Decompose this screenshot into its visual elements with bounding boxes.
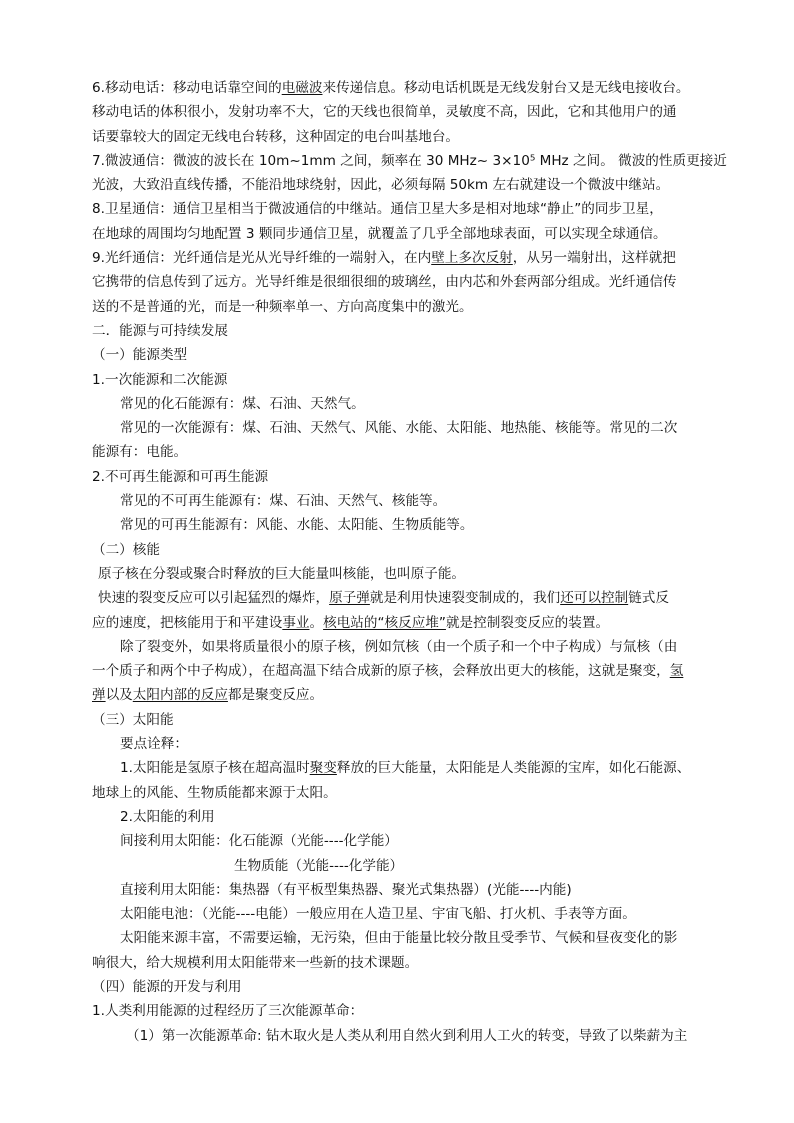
text-run: 应的速度，把核能用于和平建设: [92, 614, 283, 631]
underlined-text: 事业: [282, 614, 310, 631]
underlined-text: 核电站的“核反应堆”: [323, 614, 446, 631]
text-run: 移动电话的体积很小，发射功率不大，它的天线也很简单，灵敏度不高，因此，它和其他用户的通: [92, 104, 677, 121]
text-run: 直接利用太阳能：集热器（有平板型集热器、聚光式集热器）(光能----内能): [120, 881, 572, 898]
text-line: [92, 100, 717, 124]
text-line: [92, 1024, 717, 1048]
text-line: [92, 659, 717, 683]
text-line: [92, 683, 717, 707]
text-run: 除了裂变外，如果将质量很小的原子核，例如氘核（由一个质子和一个中子构成）与氚核（由: [120, 638, 678, 655]
text-line: [92, 854, 717, 878]
text-run: 在地球的周围均匀地配置 3 颗同步通信卫星，就覆盖了几乎全部地球表面，可以实现全球通信。: [92, 225, 667, 242]
text-run: 常见的不可再生能源有：煤、石油、天然气、核能等。: [120, 493, 447, 510]
text-run: （二）核能: [92, 541, 160, 558]
text-run: 常见的可再生能源有：风能、水能、太阳能、生物质能等。: [120, 517, 474, 534]
text-line: [92, 538, 717, 562]
text-line: [92, 173, 717, 197]
text-line: [92, 149, 727, 173]
text-run: 快速的裂变反应可以引起猛烈的爆炸，: [98, 590, 330, 607]
text-line: [92, 440, 717, 464]
text-run: 7.微波通信：微波的波长在 10m~1mm 之间，频率在 30 MHz~ 3×10⁵ MHz 之间。 微波的性质更接近: [92, 152, 727, 169]
underlined-text: 原子弹: [329, 590, 370, 607]
text-line: [92, 999, 717, 1023]
text-run: 来传递信息。移动电话机既是无线发射台又是无线电接收台。: [322, 80, 690, 96]
text-run: 原子核在分裂或聚合时释放的巨大能量叫核能，也叫原子能。: [98, 565, 466, 582]
text-line: [92, 975, 717, 999]
underlined-text: 壁上多次反射: [431, 250, 513, 267]
text-run: 1.太阳能是氢原子核在超高温时: [120, 760, 310, 777]
text-run: 太阳能来源丰富，不需要运输，无污染，但由于能量比较分散且受季节、气候和昼夜变化的影: [120, 930, 678, 947]
text-run: 送的不是普通的光，而是一种频率单一、方向高度集中的激光。: [92, 298, 473, 315]
text-run: 能源有：电能。: [92, 444, 188, 461]
text-line: [92, 902, 717, 926]
text-run: 都是聚变反应。: [227, 687, 324, 704]
text-run: 光波，大致沿直线传播，不能沿地球绕射，因此，必须每隔 50km 左右就建设一个微波中继站。: [92, 177, 670, 194]
text-line: [92, 708, 717, 732]
text-line: [92, 392, 717, 416]
text-line: [92, 781, 717, 805]
underlined-text: 弹: [92, 687, 106, 704]
text-run: 地球上的风能、生物质能都来源于太阳。: [92, 784, 337, 801]
text-run: （1）第一次能源革命: 钻木取火是人类从利用自然火到利用人工火的转变，导致了以柴薪为主: [126, 1027, 688, 1044]
text-run: 链式反: [628, 590, 669, 607]
text-line: [92, 489, 717, 513]
underlined-text: 氢: [669, 663, 684, 680]
text-line: [92, 295, 717, 319]
text-run: 话要靠较大的固定无线电台转移，这种固定的电台叫基地台。: [92, 128, 460, 145]
text-run: 2.不可再生能源和可再生能源: [92, 468, 269, 485]
text-run: （一）能源类型: [92, 347, 188, 364]
text-line: [92, 222, 717, 246]
text-run: 1.一次能源和二次能源: [92, 371, 228, 388]
text-line: [92, 562, 717, 586]
text-line: [92, 343, 717, 367]
text-run: 它携带的信息传到了远方。光导纤维是很细很细的玻璃丝，由内芯和外套两部分组成。光纤通信传: [92, 274, 677, 291]
text-run: 响很大，给大规模利用太阳能带来一些新的技术课题。: [92, 954, 419, 971]
text-run: （三）太阳能: [92, 711, 174, 728]
text-line: [92, 732, 717, 756]
text-line: [92, 926, 717, 950]
text-line: [92, 416, 717, 440]
text-line: [92, 270, 717, 294]
text-run: 间接利用太阳能：化石能源（光能----化学能）: [120, 833, 398, 850]
text-run: 。: [309, 614, 324, 631]
text-run: 就是利用快速裂变制成的，我们: [369, 590, 561, 607]
text-run: 常见的一次能源有：煤、石油、天然气、风能、水能、太阳能、地热能、核能等。常见的二次: [120, 420, 678, 437]
text-line: [92, 611, 717, 635]
text-run: 生物质能（光能----化学能）: [234, 857, 404, 874]
text-line: [92, 805, 717, 829]
text-run: 8.卫星通信：通信卫星相当于微波通信的中继站。通信卫星大多是相对地球“静止”的同步卫星，: [92, 201, 663, 218]
text-line: [92, 197, 717, 221]
underlined-text: 聚变: [309, 760, 337, 777]
text-line: [92, 513, 717, 537]
text-run: 1.人类利用能源的过程经历了三次能源革命：: [92, 1003, 364, 1020]
text-line: [92, 756, 717, 780]
underlined-text: 还可以控制: [560, 590, 629, 607]
text-line: [92, 586, 717, 610]
text-line: [92, 319, 717, 343]
text-run: 一个质子和两个中子构成），在超高温下结合成新的原子核，会释放出更大的核能，这就是聚变，: [92, 663, 670, 680]
underlined-text: 电磁波: [281, 80, 323, 96]
text-line: [92, 951, 717, 975]
text-run: 以及: [105, 687, 133, 704]
text-line: [92, 878, 717, 902]
text-line: [92, 368, 717, 392]
text-run: 释放的巨大能量，太阳能是人类能源的宝库，如化石能源、: [336, 760, 691, 777]
text-line: [92, 465, 717, 489]
text-line: [92, 125, 717, 149]
text-run: （四）能源的开发与利用: [92, 978, 242, 995]
text-run: 常见的化石能源有：煤、石油、天然气。: [120, 395, 365, 412]
underlined-text: 太阳内部的反应: [132, 687, 228, 704]
text-run: 太阳能电池：（光能----电能）一般应用在人造卫星、宇宙飞船、打火机、手表等方面。: [120, 906, 636, 923]
text-run: 要点诠释：: [120, 736, 188, 753]
text-line: [92, 829, 717, 853]
document-page: [92, 76, 727, 1048]
text-line: [92, 76, 717, 100]
text-run: ，从另一端射出，这样就把: [512, 250, 676, 267]
text-run: 9.光纤通信：光纤通信是光从光导纤维的一端射入，在内: [92, 250, 432, 267]
text-line: [92, 635, 717, 659]
text-run: 就是控制裂变反应的装置。: [445, 614, 610, 631]
text-run: 6.移动电话：移动电话靠空间的: [92, 80, 282, 96]
text-run: 2.太阳能的利用: [120, 808, 215, 825]
text-run: 二．能源与可持续发展: [92, 322, 228, 339]
text-line: [92, 246, 717, 270]
